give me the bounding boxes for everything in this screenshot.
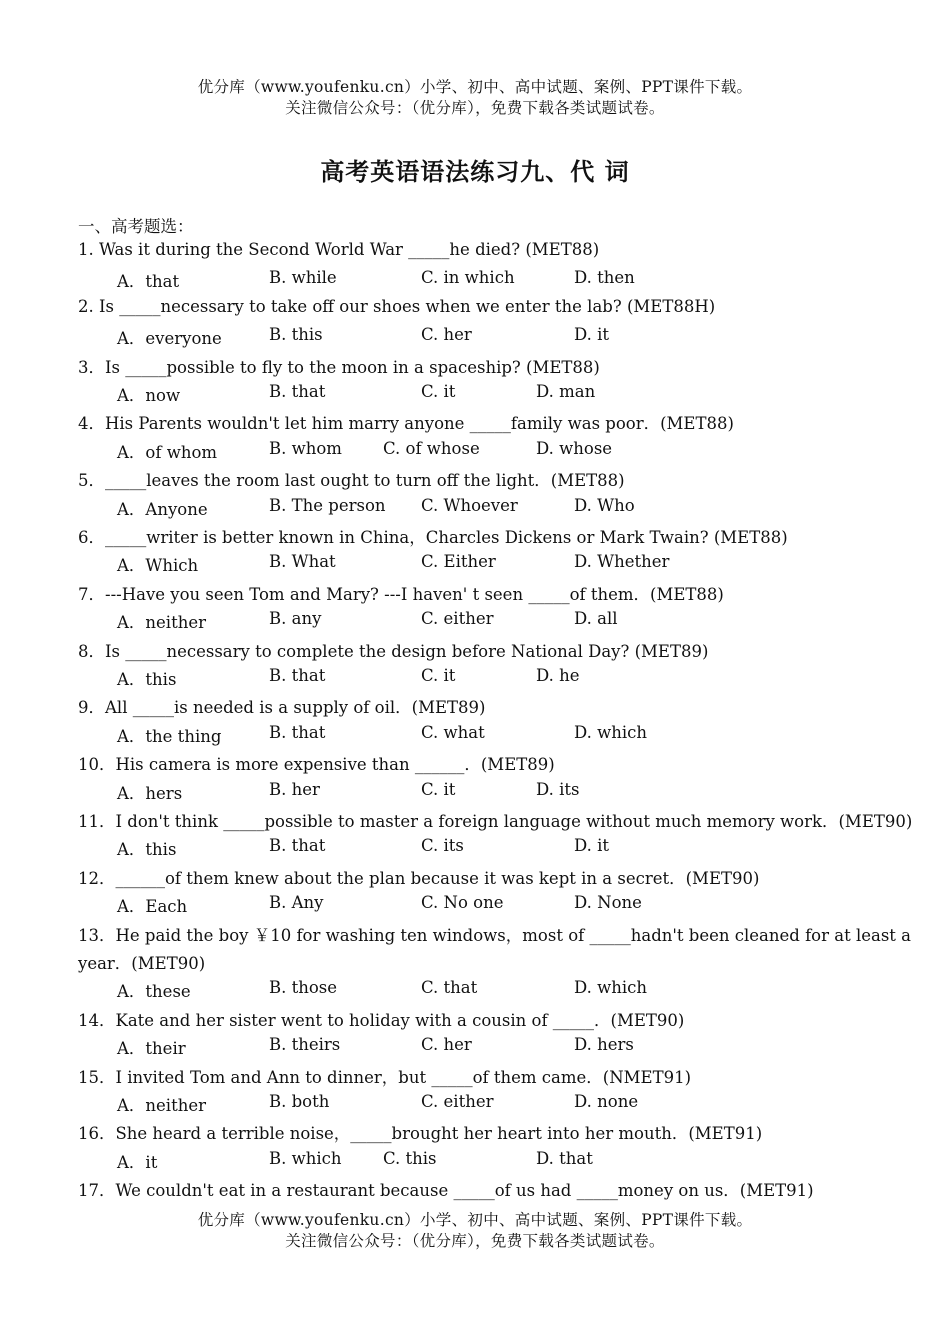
option-a: A．of whom <box>117 442 218 462</box>
option-b: B. that <box>269 382 326 401</box>
option-d: D. that <box>536 1148 593 1168</box>
question-text: 1. Was it during the Second World War _____he died? (MET88) <box>78 240 600 259</box>
page-title: 高考英语语法练习九、代 词 <box>320 158 630 186</box>
option-c: C. of whose <box>383 438 480 458</box>
option-b: B. which <box>269 1148 342 1168</box>
option-a: A．now <box>117 386 181 405</box>
question-text: 11．I don't think _____possible to master a foreign language without much memory work．(MET90) <box>78 812 913 831</box>
option-c: C. it <box>421 779 456 799</box>
option-b: B. that <box>269 722 326 742</box>
option-a: A．this <box>117 670 177 689</box>
question-text: 7．---Have you seen Tom and Mary? ---I haven' t seen _____of them．(MET88) <box>78 584 724 604</box>
question-text: 6．_____writer is better known in China，Charcles Dickens or Mark Twain? (MET88) <box>78 528 788 547</box>
option-a: A．this <box>117 840 177 860</box>
option-c: C. No one <box>421 893 504 913</box>
option-a: A．Which <box>117 556 199 576</box>
option-c: C. that <box>421 978 478 998</box>
option-b: B. this <box>269 325 323 345</box>
option-c: C. her <box>421 1035 472 1055</box>
header-line-2: 关注微信公众号：（优分库），免费下载各类试题试卷。 <box>285 99 665 117</box>
option-b: B. The person <box>269 495 386 515</box>
option-b: B. while <box>269 268 337 288</box>
option-c: C. what <box>421 722 485 742</box>
option-b: B. that <box>269 836 326 856</box>
option-a: A．Each <box>117 897 188 917</box>
option-b: B. both <box>269 1092 330 1111</box>
question-text: 8．Is _____necessary to complete the design before National Day? (MET89) <box>78 641 709 661</box>
option-c: C. Either <box>421 552 496 572</box>
question-text: 10．His camera is more expensive than ______．(MET89) <box>78 755 555 775</box>
section-heading: 一、高考题选： <box>78 217 194 236</box>
option-d: D. which <box>574 978 648 998</box>
footer-line-1: 优分库（www.youfenku.cn）小学、初中、高中试题、案例、PPT课件下载。 <box>197 1211 753 1229</box>
option-d: D. hers <box>574 1035 634 1055</box>
option-b: B. that <box>269 666 326 685</box>
option-d: D. it <box>574 836 610 856</box>
option-d: D. it <box>574 325 610 345</box>
question-text: 3．Is _____possible to fly to the moon in a spaceship? (MET88) <box>78 357 600 377</box>
question-text: 13．He paid the boy ￥10 for washing ten windows，most of _____hadn't been cleaned for at least a <box>78 925 912 945</box>
option-a: A．neither <box>117 613 206 633</box>
question-text: 2. Is _____necessary to take off our shoes when we enter the lab? (MET88H) <box>78 296 716 316</box>
question-text-continued: year．(MET90) <box>78 954 206 973</box>
option-a: A．neither <box>117 1096 206 1115</box>
option-a: A．everyone <box>117 329 222 349</box>
question-text: 5．_____leaves the room last ought to turn off the light．(MET88) <box>78 471 625 491</box>
question-text: 15．I invited Tom and Ann to dinner，but _____of them came．(NMET91) <box>78 1067 692 1087</box>
option-b: B. any <box>269 609 322 629</box>
option-c: C. it <box>421 666 456 685</box>
option-b: B. whom <box>269 438 342 458</box>
option-a: A．these <box>117 982 191 1002</box>
option-d: D. which <box>574 722 648 742</box>
footer-line-2: 关注微信公众号：（优分库），免费下载各类试题试卷。 <box>285 1232 665 1250</box>
question-text: 14．Kate and her sister went to holiday with a cousin of _____．(MET90) <box>78 1010 685 1030</box>
option-a: A．hers <box>117 783 183 803</box>
option-c: C. Whoever <box>421 495 518 515</box>
header-line-1: 优分库（www.youfenku.cn）小学、初中、高中试题、案例、PPT课件下载。 <box>197 78 753 96</box>
question-text: 16．She heard a terrible noise，_____brought her heart into her mouth．(MET91) <box>78 1124 763 1144</box>
option-d: D. its <box>536 779 580 799</box>
option-a: A．Anyone <box>117 499 208 519</box>
option-c: C. its <box>421 836 464 856</box>
question-text: 9．All _____is needed is a supply of oil．(MET89) <box>78 698 486 718</box>
option-a: A．the thing <box>117 726 222 746</box>
option-a: A．it <box>117 1152 158 1172</box>
option-a: A．their <box>117 1039 186 1059</box>
option-b: B. those <box>269 978 338 998</box>
option-d: D. man <box>536 382 596 401</box>
option-d: D. none <box>574 1092 639 1111</box>
option-b: B. Any <box>269 893 324 913</box>
question-text: 4．His Parents wouldn't let him marry anyone _____family was poor．(MET88) <box>78 414 734 434</box>
option-b: B. her <box>269 779 320 799</box>
option-c: C. in which <box>421 268 515 288</box>
option-c: C. her <box>421 325 472 345</box>
option-d: D. all <box>574 609 618 629</box>
option-d: D. Whether <box>574 552 670 572</box>
option-d: D. Who <box>574 495 635 515</box>
option-c: C. it <box>421 382 456 401</box>
option-c: C. either <box>421 609 494 629</box>
question-text: 12．______of them knew about the plan because it was kept in a secret．(MET90) <box>78 868 760 888</box>
option-c: C. either <box>421 1092 494 1111</box>
question-text: 17．We couldn't eat in a restaurant because _____of us had _____money on us．(MET91) <box>78 1181 814 1201</box>
option-d: D. he <box>536 666 580 685</box>
option-a: A．that <box>117 272 180 292</box>
option-c: C. this <box>383 1148 437 1168</box>
option-d: D. None <box>574 893 642 913</box>
option-b: B. What <box>269 552 336 572</box>
option-d: D. whose <box>536 438 613 458</box>
option-d: D. then <box>574 268 635 288</box>
option-b: B. theirs <box>269 1035 341 1055</box>
